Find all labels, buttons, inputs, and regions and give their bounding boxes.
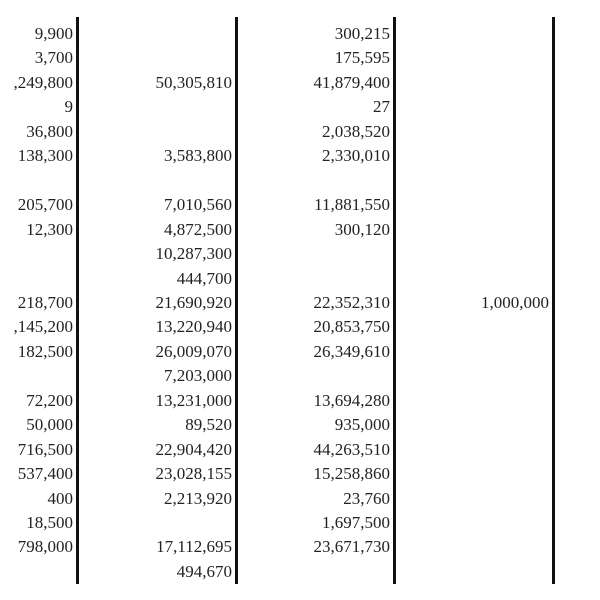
table-cell: 1,000,000 (481, 292, 549, 312)
table-cell: 13,694,280 (313, 390, 390, 410)
table-cell: 22,904,420 (155, 439, 232, 459)
table-cell: 205,700 (17, 195, 73, 215)
table-cell: 89,520 (185, 415, 232, 435)
table-row (0, 389, 600, 413)
table-cell: 2,038,520 (322, 121, 390, 141)
table-cell: 12,300 (26, 219, 73, 239)
table-cell: 444,700 (176, 268, 232, 288)
table-cell: 7,010,560 (164, 195, 232, 215)
table-cell: 798,000 (17, 537, 73, 557)
table-cell: 23,671,730 (313, 537, 390, 557)
table-row (0, 364, 600, 388)
table-cell: 494,670 (176, 561, 232, 581)
table-cell: 138,300 (17, 146, 73, 166)
table-row (0, 291, 600, 315)
table-cell: 36,800 (26, 121, 73, 141)
table-cell: 9 (64, 97, 73, 117)
table-row (0, 267, 600, 291)
table-cell: 716,500 (17, 439, 73, 459)
table-cell: 41,879,400 (313, 72, 390, 92)
table-row (0, 218, 600, 242)
table-cell: 20,853,750 (313, 317, 390, 337)
table-row (0, 315, 600, 339)
table-cell: 175,595 (334, 48, 390, 68)
table-cell: 22,352,310 (313, 292, 390, 312)
table-row (0, 462, 600, 486)
table-row (0, 242, 600, 266)
table-cell: 21,690,920 (155, 292, 232, 312)
table-cell: 4,872,500 (164, 219, 232, 239)
table-cell: 3,700 (34, 48, 73, 68)
table-row (0, 413, 600, 437)
table-cell: 7,203,000 (164, 366, 232, 386)
table-cell: 50,000 (26, 415, 73, 435)
table-row (0, 71, 600, 95)
table-cell: 13,220,940 (155, 317, 232, 337)
table-row (0, 22, 600, 46)
table-row (0, 560, 600, 584)
table-cell: 2,213,920 (164, 488, 232, 508)
table-row (0, 193, 600, 217)
table-cell: 44,263,510 (313, 439, 390, 459)
table-cell: 15,258,860 (313, 464, 390, 484)
table-cell: 935,000 (334, 415, 390, 435)
table-cell: 182,500 (17, 341, 73, 361)
table-cell: 50,305,810 (155, 72, 232, 92)
table-row (0, 95, 600, 119)
table-cell: 400 (47, 488, 73, 508)
table-cell: 26,349,610 (313, 341, 390, 361)
table-cell: 72,200 (26, 390, 73, 410)
table-row (0, 169, 600, 193)
table-row (0, 487, 600, 511)
table-row (0, 535, 600, 559)
table-row (0, 511, 600, 535)
table-cell: ,249,800 (13, 72, 73, 92)
table-row (0, 438, 600, 462)
table-cell: 18,500 (26, 513, 73, 532)
table-row (0, 46, 600, 70)
table-cell: 11,881,550 (314, 195, 390, 215)
table-cell: 2,330,010 (322, 146, 390, 166)
table-cell: 218,700 (17, 292, 73, 312)
table-cell: 27 (373, 97, 390, 117)
table-cell: ,145,200 (13, 317, 73, 337)
table-cell: 3,583,800 (164, 146, 232, 166)
table-cell: 26,009,070 (155, 341, 232, 361)
table-cell: 17,112,695 (156, 537, 232, 557)
table-cell: 10,287,300 (155, 244, 232, 264)
table-cell: 9,900 (34, 24, 73, 43)
table-row (0, 120, 600, 144)
table-cell: 1,697,500 (322, 513, 390, 532)
table-row (0, 340, 600, 364)
table-cell: 300,215 (334, 24, 390, 43)
table-cell: 13,231,000 (155, 390, 232, 410)
table-cell: 23,760 (343, 488, 390, 508)
table-cell: 300,120 (334, 219, 390, 239)
table-row (0, 144, 600, 168)
table-cell: 537,400 (17, 464, 73, 484)
table-cell: 23,028,155 (155, 464, 232, 484)
